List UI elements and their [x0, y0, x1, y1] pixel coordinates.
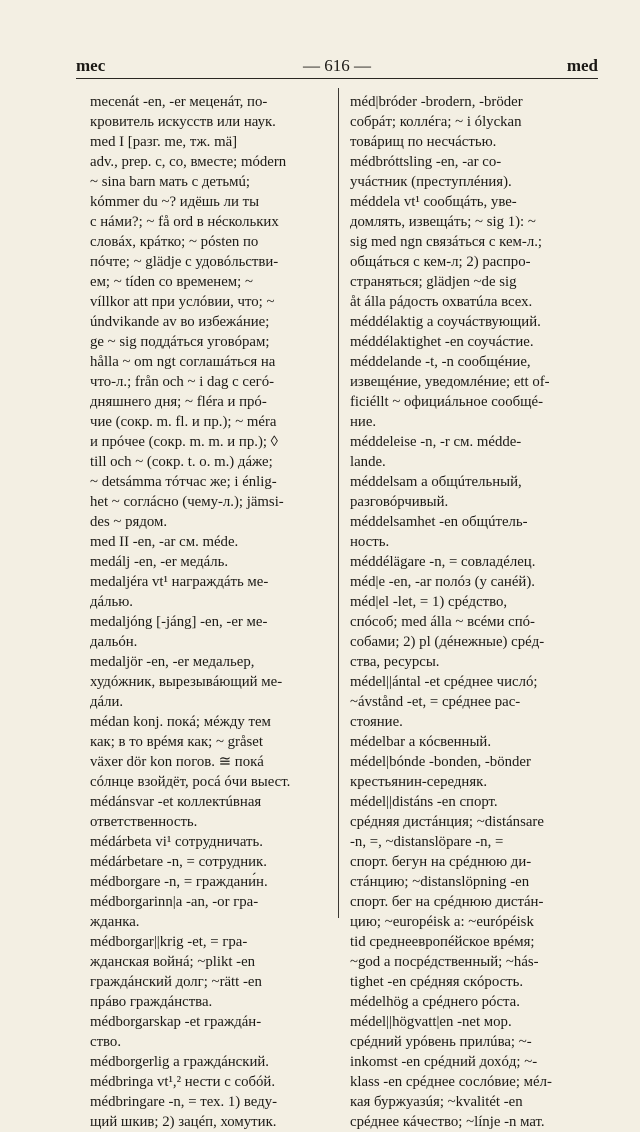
dictionary-line: что-л.; från och ~ i dag с сегó- [90, 374, 275, 390]
dictionary-line: medaljéra vt¹ награждáть ме- [90, 574, 269, 590]
dictionary-line: adv., prep. с, со, вместе; módern [90, 154, 287, 170]
header-first-word: mec [76, 56, 106, 75]
dictionary-line: с нáми?; ~ få ord в нéскольких [90, 214, 279, 230]
header-last-word: med [566, 56, 598, 75]
dictionary-line: mecenát -en, -er меценáт, по- [90, 94, 268, 110]
dictionary-line: hålla ~ om ngt соглашáться на [90, 354, 276, 370]
dictionary-line: ние. [350, 414, 377, 430]
dictionary-line: méddélaktig a соучáствующий. [350, 314, 541, 330]
dictionary-line: сóлнце взойдёт, росá óчи выест. [90, 774, 291, 790]
dictionary-line: méddelsam a общúтельный, [350, 474, 522, 490]
page-number: — 616 — [303, 56, 371, 75]
dictionary-line: sig med ngn связáться с кем-л.; [350, 234, 543, 250]
dictionary-line: дальóн. [90, 634, 138, 650]
dictionary-line: учáстник (преступлéния). [350, 174, 512, 190]
dictionary-line: medálj -en, -er медáль. [90, 554, 229, 570]
dictionary-line: tighet -en срéдняя скóрость. [350, 974, 524, 990]
dictionary-line: medaljör -en, -er медальер, [90, 654, 255, 670]
dictionary-line: стояние. [350, 714, 403, 730]
dictionary-line: klass -en срéднее сослóвие; мéл- [350, 1074, 552, 1090]
dictionary-line: пóчте; ~ glädje с удовóльстви- [90, 254, 279, 270]
dictionary-line: спорт. бег на срéднюю дистáн- [350, 894, 544, 910]
dictionary-line: словáх, крáтко; ~ pósten по [90, 234, 259, 250]
dictionary-line: дáлью. [90, 594, 133, 610]
dictionary-line: худóжник, вырезывáющий ме- [90, 674, 283, 690]
dictionary-line: inkomst -en срéдний дохóд; ~- [350, 1054, 538, 1070]
dictionary-line: общáться с кем-л; 2) распро- [350, 254, 531, 270]
dictionary-line: méd|e -en, -ar полóз (у санéй). [350, 574, 535, 590]
right-column [350, 92, 598, 1132]
dictionary-line: страняться; glädjen ~de sig [350, 274, 517, 290]
dictionary-line: ~god a посрéдственный; ~hás- [350, 954, 539, 970]
dictionary-line: ~ detsámma тóтчас же; i énlig- [90, 474, 277, 490]
dictionary-line: médborgarinn|a -an, -or гра- [90, 894, 259, 910]
dictionary-line: товáрищ по несчáстью. [350, 134, 497, 150]
dictionary-line: собами; 2) pl (дéнежные) срéд- [350, 634, 545, 650]
dictionary-line: médel||ántal -et срéднее числó; [350, 674, 538, 690]
dictionary-line: méd|bróder -brodern, -bröder [350, 94, 523, 110]
dictionary-line: жданская войнá; ~plikt -en [90, 954, 256, 970]
dictionary-line: kómmer du ~? идёшь ли ты [90, 194, 260, 210]
dictionary-line: ge ~ sig поддáться уговóрам; [90, 334, 270, 350]
dictionary-line: åt álla рáдость охватúла всех. [350, 294, 533, 310]
dictionary-line: кая буржуазúя; ~kvalitét -en [350, 1094, 523, 1110]
dictionary-line: ~ávstånd -et, = срéднее рас- [350, 694, 521, 710]
dictionary-line: граждáнский долг; ~rätt -en [90, 974, 262, 990]
page-header [76, 56, 598, 79]
dictionary-line: цию; ~européisk a: ~európéisk [350, 914, 534, 930]
dictionary-line: des ~ рядом. [90, 514, 168, 530]
dictionary-line: till och ~ (сокр. t. o. m.) дáже; [90, 454, 273, 470]
dictionary-line: ~ sina barn мать с детьмú; [90, 174, 251, 190]
dictionary-line: спорт. бегун на срéднюю ди- [350, 854, 532, 870]
dictionary-line: úndvikande av во избежáние; [90, 314, 270, 330]
dictionary-line: как; в то врéмя как; ~ gråset [90, 734, 263, 750]
dictionary-line: срéднее кáчество; ~línje -n мат. [350, 1114, 545, 1130]
dictionary-line: méddélägare -n, = совладéлец. [350, 554, 536, 570]
dictionary-line: и прóчее (сокр. m. m. и пр.); ◊ [90, 434, 278, 450]
dictionary-line: разговóрчивый. [350, 494, 449, 510]
dictionary-line: домлять, извещáть; ~ sig 1): ~ [350, 214, 536, 230]
dictionary-line: ность. [350, 534, 390, 550]
dictionary-line: médárbetare -n, = сотрудник. [90, 854, 267, 870]
dictionary-line: médel|bónde -bonden, -bönder [350, 754, 531, 770]
dictionary-line: ства, ресурсы. [350, 654, 440, 670]
dictionary-line: собрáт; коллéга; ~ i ólyckan [350, 114, 522, 130]
dictionary-line: спóсоб; med álla ~ всéми спó- [350, 614, 535, 630]
dictionary-line: médel||högvatt|en -net мор. [350, 1014, 512, 1030]
dictionary-line: médbróttsling -en, -ar со- [350, 154, 502, 170]
dictionary-line: med II -en, -ar см. méde. [90, 534, 239, 550]
dictionary-line: стáнцию; ~distanslöpning -en [350, 874, 530, 890]
dictionary-line: прáво граждáнства. [90, 994, 213, 1010]
dictionary-line: срéдняя дистáнция; ~distánsare [350, 814, 544, 830]
dictionary-line: извещéние, уведомлéние; ett of- [350, 374, 550, 390]
dictionary-line: het ~ соглáсно (чему-л.); jämsi- [90, 494, 284, 510]
dictionary-line: ответственность. [90, 814, 198, 830]
dictionary-line: méddela vt¹ сообщáть, уве- [350, 194, 517, 210]
dictionary-line: médelbar a кóсвенный. [350, 734, 492, 750]
dictionary-line: méddeleise -n, -r см. médde- [350, 434, 522, 450]
dictionary-line: médel||distáns -en спорт. [350, 794, 498, 810]
dictionary-line: ем; ~ tíden со временем; ~ [90, 274, 253, 290]
dictionary-line: ство. [90, 1034, 122, 1050]
dictionary-line: médbringare -n, = тех. 1) веду- [90, 1094, 278, 1110]
dictionary-line: víllkor att при услóвии, что; ~ [90, 294, 275, 310]
column-divider [338, 88, 339, 918]
dictionary-line: кровитель искусств или наук. [90, 114, 276, 130]
dictionary-line: жданка. [90, 914, 140, 930]
dictionary-line: växer dör kon погов. ≅ покá [90, 754, 264, 770]
dictionary-line: medaljóng [-jáng] -en, -er ме- [90, 614, 268, 630]
dictionary-line: méd|el -let, = 1) срéдство, [350, 594, 508, 610]
dictionary-line: médborgarskap -et граждáн- [90, 1014, 262, 1030]
dictionary-line: médan konj. покá; мéжду тем [90, 714, 271, 730]
dictionary-line: médelhög a срéднего рóста. [350, 994, 520, 1010]
dictionary-line: méddelsamhet -en общúтель- [350, 514, 528, 530]
dictionary-line: médbringa vt¹,² нести с собóй. [90, 1074, 276, 1090]
dictionary-line: médborgar||krig -et, = гра- [90, 934, 248, 950]
dictionary-line: срéдний урóвень прилúва; ~- [350, 1034, 532, 1050]
dictionary-line: -n, =, ~distanslöpare -n, = [350, 834, 504, 850]
dictionary-line: дáли. [90, 694, 124, 710]
dictionary-line: ficiéllt ~ официáльное сообщé- [350, 394, 544, 410]
dictionary-line: щий шкив; 2) зацéп, хомутик. [90, 1114, 277, 1130]
left-column [90, 92, 326, 1132]
dictionary-line: médborgare -n, = граждани́н. [90, 874, 268, 890]
dictionary-line: tid среднеевропéйское врéмя; [350, 934, 535, 950]
dictionary-line: médborgerlig a граждáнский. [90, 1054, 269, 1070]
dictionary-line: дняшнего дня; ~ fléra и прó- [90, 394, 267, 410]
dictionary-line: lande. [350, 454, 386, 470]
dictionary-line: med I [разг. me, тж. mä] [90, 134, 238, 150]
dictionary-line: чие (сокр. m. fl. и пр.); ~ méra [90, 414, 277, 430]
dictionary-line: médánsvar -et коллектúвная [90, 794, 262, 810]
dictionary-line: médárbeta vi¹ сотрудничать. [90, 834, 263, 850]
dictionary-line: крестьянин-середняк. [350, 774, 488, 790]
dictionary-line: méddélaktighet -en соучáстие. [350, 334, 534, 350]
dictionary-line: méddelande -t, -n сообщéние, [350, 354, 531, 370]
